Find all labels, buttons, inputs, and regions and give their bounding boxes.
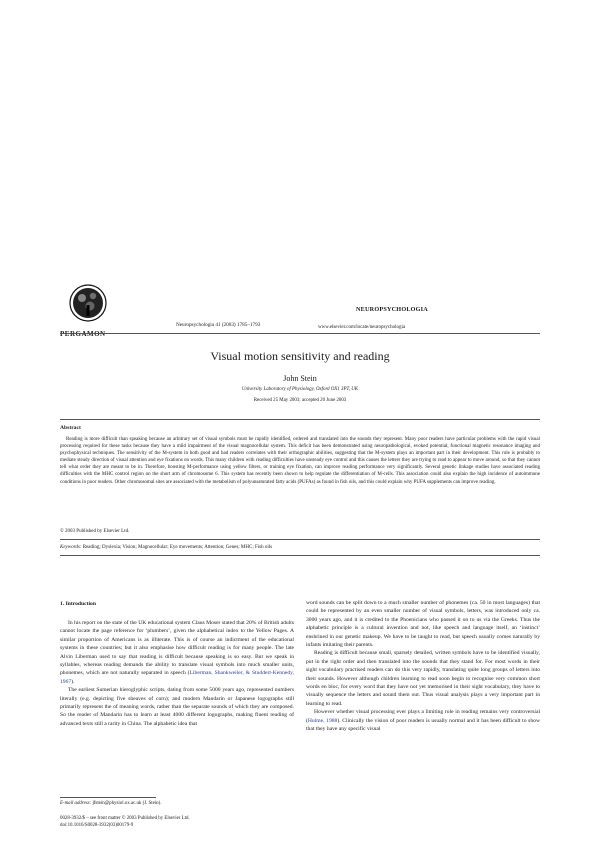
publisher-logo-block xyxy=(60,283,118,338)
paragraph-text: However whether visual processing ever plays a limiting role in reading remains very controversial ( xyxy=(306,709,540,724)
journal-reference: Neuropsychologia 41 (2003) 1785–1793 xyxy=(176,322,261,328)
paragraph xyxy=(60,619,294,686)
paragraph xyxy=(306,708,540,733)
keywords-list: Reading; Dyslexia; Vision; Magnocellular; Eye movements; Attention; Genes; MHC; Fish oils xyxy=(82,545,273,550)
keywords-bottom-divider xyxy=(60,555,540,556)
abstract-copyright: © 2003 Published by Elsevier Ltd. xyxy=(60,529,130,534)
citation-link[interactable]: Hulme, 1988 xyxy=(307,717,338,724)
issn-doi-block xyxy=(60,815,190,829)
section-heading: 1. Introduction xyxy=(60,601,96,607)
paragraph: word sounds can be split down to a much smaller number of phonemes (ca. 50 in most languages) that could be represented by an even smaller number of visual symbols, letters, was introduced only ca. 3000 years ago, and it is credited to the Phoenicians who passed it on to us via the Greeks. Thus the alphabetic principle is a cultural invention and not, like speech and language itself, an ‘instinct’ enshrined in our genetic makeup. We have to be taught to read, but speech usually comes naturally by infants imitating their parents. xyxy=(306,600,540,649)
paragraph: Reading is difficult because small, sparsely detailed, written symbols have to be identified visually, put in the right order and then translated into the sounds that they stand for. For most words in their sight vocabulary practised readers can do this very rapidly, translating quite long groups of letters into their sounds. However although children learning to read soon begin to recognise very common short words en bloc, for every word that they have not yet memorised in their sight vocabulary, they have to visually sequence the letters and sound them out. Thus visual analysis plays a very important part in learning to read. xyxy=(306,650,540,707)
abstract-top-divider xyxy=(60,419,540,420)
footnote-email xyxy=(60,801,161,806)
article-author: John Stein xyxy=(283,374,317,383)
journal-url-link[interactable]: www.elsevier.com/locate/neuropsychologia xyxy=(318,325,406,330)
email-address[interactable]: jfstein@physiol.ox.ac.uk (J. Stein). xyxy=(92,801,162,806)
doi-line: doi:10.1016/S0028-3932(03)00179-9 xyxy=(60,823,134,828)
paragraph-text: ). xyxy=(71,678,75,685)
footnote-divider xyxy=(60,797,156,798)
abstract-heading: Abstract xyxy=(60,425,81,431)
keywords-label: Keywords: xyxy=(60,545,82,550)
left-column xyxy=(60,619,294,728)
email-label: E-mail address: xyxy=(60,801,92,806)
received-dates: Received 25 May 2003; accepted 20 June 2003 xyxy=(253,398,347,403)
issn-line: 0028-3932/$ – see front matter © 2003 Published by Elsevier Ltd. xyxy=(60,816,190,821)
abstract-body: Reading is more difficult than speaking because an arbitrary set of visual symbols must be rapidly identified, ordered and translated into the sounds they represent. Many poor readers have particular problems with the rapid visual processing required for these tasks because they have a mild impairment of the visual magnocellular system. This deficit has been demonstrated using neuropathological, evoked potential, functional magnetic resonance imaging and psychophysical techniques. The sensitivity of the M-system in both good and bad readers correlates with their orthographic abilities, suggesting that the M-system plays an important part in their development. This role is probably to mediate steady direction of visual attention and eye fixations on words. This many children with reading difficulties have unsteady eye control and this causes the letters they are trying to read to appear to move around, so that they cannot tell what order they are meant to be in. Therefore, boosting M-performance using yellow filters, or training eye fixation, can improve reading performance very significantly. Several genetic linkage studies have associated reading difficulties with the MHC control region on the short arm of chromosome 6. This system has recently been shown to help regulate the differentiation of M-cells. This association could also explain the high incidence of autoimmune conditions in poor readers. Other chromosomal sites are associated with the metabolism of polyunsaturated fatty acids (PUFAs) as found in fish oils, and this could explain why PUFA supplements can improve reading. xyxy=(60,437,540,485)
paragraph-text: ). Clinically the vision of poor readers is usually normal and it has been difficult to show that they have any specific visual xyxy=(306,717,540,733)
paragraph: The earliest Sumerian hieroglyphic scripts, dating from some 5000 years ago, represented numbers literally (e.g. depicting five sheaves of corn); and modern Mandarin or Japanese logographs still primarily represent the of meaning words, rather than the separate sounds of which they are composed. So the reader of Mandarin has to learn at least 4000 different logographs, making fluent reading of advanced texts still a rarity in China. The alphabetic idea that xyxy=(60,687,294,727)
paragraph-text: In his report on the state of the UK educational system Claus Moser stated that 20% of British adults cannot locate the page reference for ‘plumbers’, given the alphabetical index to the Yellow Pages. A similar proportion of Americans is as illiterate. This is of course an indictment of the educational systems in these countries; but it also emphasise how difficult reading is for many people. The late Alvin Liberman used to say that reading is difficult because speaking is so easy. But we speak in syllables, whereas reading demands the ability to translate visual symbols into much smaller units, phonemes, which are not naturally separated in speech ( xyxy=(60,620,294,677)
publisher-name: PERGAMON xyxy=(60,330,106,338)
keywords xyxy=(60,545,540,550)
header-divider xyxy=(60,333,540,334)
citation-link[interactable]: Liberman, Shankweiler, & Studdert-Kennedy, 1967 xyxy=(60,670,294,685)
article-title: Visual motion sensitivity and reading xyxy=(210,349,390,363)
journal-name: NEUROPSYCHOLOGIA xyxy=(356,306,428,313)
elsevier-tree-logo-icon xyxy=(68,283,108,323)
right-column xyxy=(306,599,540,734)
author-affiliation: University Laboratory of Physiology, Oxford OX1 3PT, UK xyxy=(241,387,359,392)
keywords-top-divider xyxy=(60,539,540,540)
